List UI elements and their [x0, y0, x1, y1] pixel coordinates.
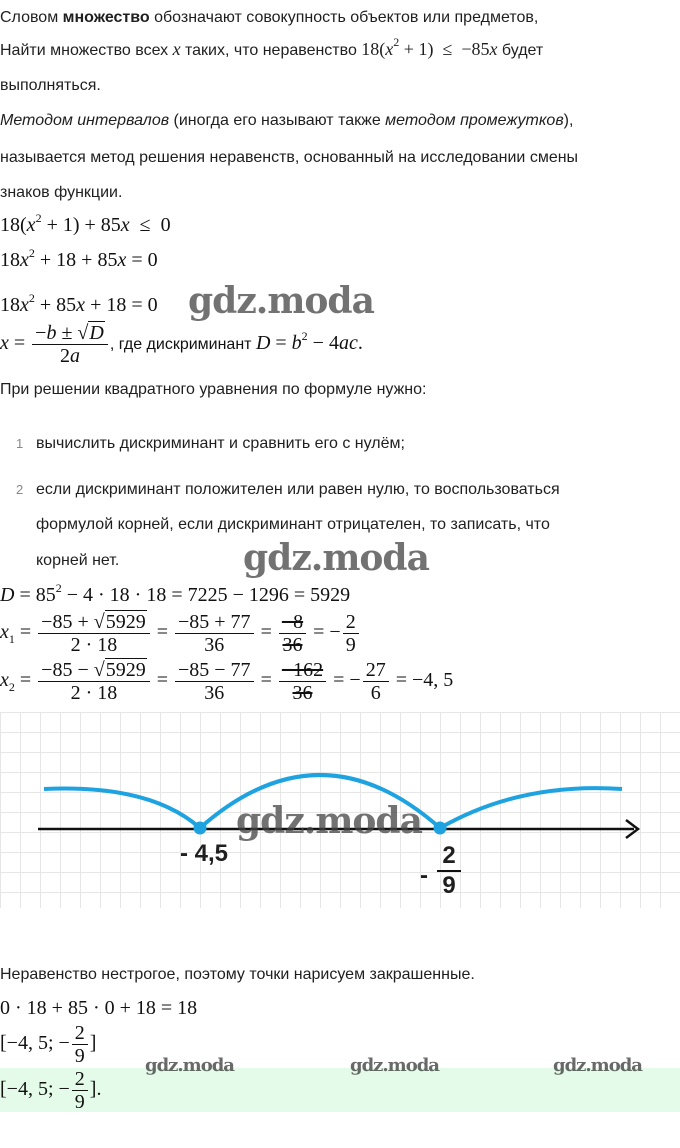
watermark-logo: gdz.moda	[553, 1055, 642, 1076]
list-item-1: вычислить дискриминант и сравнить его с нулём;	[36, 435, 405, 452]
check-zero: 0 · 18 + 85 · 0 + 18 = 18	[0, 997, 198, 1019]
discriminant-calc: $D = 85^2 - 4 \cdot 18 \cdot 18 = 7225 - 1296 = 5929$	[0, 581, 351, 606]
root-x1: $x_1$ = $\frac{-85 + √5929}{2 \cdot 18}$ = $\frac{-85 + 77}{36}$ = $\frac{-8}{36}$ = − $\frac{2}{9}$	[0, 611, 361, 656]
watermark-logo: gdz.moda	[350, 1055, 439, 1076]
conclusion-text: Неравенство нестрогое, поэтому точки нарисуем закрашенные.	[0, 966, 475, 983]
list-item-2-number: 2	[16, 482, 24, 497]
equation-3: $18x^2 + 85x + 18 = 0$	[0, 291, 158, 316]
method-line-2: называется метод решения неравенств, основанный на исследовании смены	[0, 149, 579, 166]
rule-intro: При решении квадратного уравнения по формуле нужно:	[0, 381, 427, 398]
label-right-minus: -	[420, 862, 428, 889]
watermark-logo: gdz.moda	[236, 800, 422, 842]
sign-arc-left	[44, 788, 200, 828]
root-formula: x = $\frac{-b \pm √D}{2a}$ , где дискриминант $D = b^2 - 4ac$.	[0, 322, 363, 367]
interval-answer: [−4, 5; − $\frac{2}{9}$ ]	[0, 1022, 97, 1067]
intro-line-2: Найти множество всех x таких, что неравенство $18(x^2 + 1) \le -85x$ будет	[0, 35, 544, 59]
final-answer: [−4, 5; − $\frac{2}{9}$ ].	[0, 1068, 102, 1113]
root-x2: $x_2$ = $\frac{-85 - √5929}{2 \cdot 18}$ = $\frac{-85 - 77}{36}$ = $\frac{-162}{36}$ = − $\frac{27}{6}$ = −4, 5	[0, 659, 454, 704]
method-line-3: знаков функции.	[0, 184, 123, 201]
sign-arc-right	[440, 788, 622, 828]
intro-line-1: Словом множество обозначают совокупность объектов или предметов,	[0, 9, 539, 26]
equation-2: $18x^2 + 18 + 85x = 0$	[0, 246, 158, 271]
watermark-logo: gdz.moda	[145, 1055, 234, 1076]
method-line-1: Методом интервалов (иногда его называют также методом промежутков),	[0, 112, 574, 129]
watermark-logo: gdz.moda	[243, 537, 429, 579]
list-item-2-line-1: если дискриминант положителен или равен нулю, то воспользоваться	[36, 481, 560, 498]
list-item-2-line-3: корней нет.	[36, 552, 120, 569]
intro-line-3: выполняться.	[0, 77, 101, 94]
watermark-logo: gdz.moda	[188, 280, 374, 322]
list-item-1-number: 1	[16, 436, 24, 451]
label-left-root: - 4,5	[180, 840, 229, 867]
point-minus-2-9	[434, 822, 447, 835]
list-item-2-line-2: формулой корней, если дискриминант отрицателен, то записать, что	[36, 516, 550, 533]
point-minus-4-5	[194, 822, 207, 835]
label-right-fraction: 2 9	[437, 842, 461, 900]
equation-1: $18(x^2 + 1) + 85x \le 0$	[0, 211, 171, 236]
